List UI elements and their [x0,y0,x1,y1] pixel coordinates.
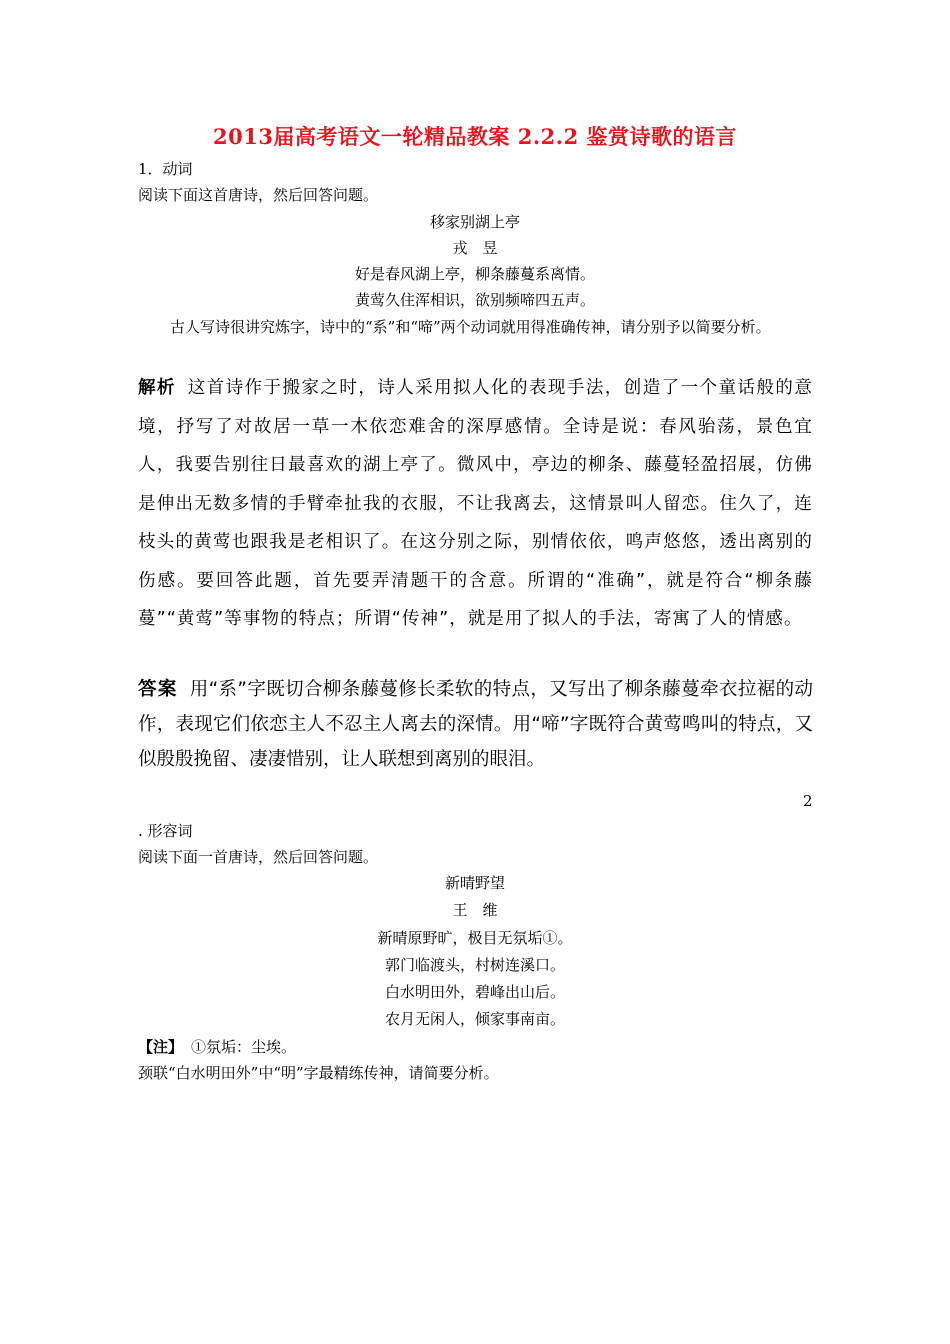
note-label: 【注】 [138,1038,184,1056]
answer-label: 答案 [138,679,178,700]
page-number: 2 [803,792,813,810]
poem1-author: 戎 昱 [452,239,498,257]
note [138,1036,296,1058]
section2-question: 颈联“白水明田外”中“明”字最精练传神，请简要分析。 [138,1064,499,1082]
section2-instruction: 阅读下面一首唐诗，然后回答问题。 [138,848,379,866]
section1-instruction: 阅读下面这首唐诗，然后回答问题。 [138,186,379,204]
poem1-title: 移家别湖上亭 [429,213,520,231]
note-text: ①氛垢：尘埃。 [191,1038,297,1056]
poem1-line: 好是春风湖上亭，柳条藤蔓系离情。 [354,265,595,283]
poem2-line: 白水明田外，碧峰出山后。 [384,983,565,1001]
analysis-label: 解析 [138,378,176,398]
poem2-title: 新晴野望 [444,874,505,892]
section1-question: 古人写诗很讲究炼字，诗中的“系”和“啼”两个动词就用得准确传神，请分别予以简要分析。 [170,318,771,336]
poem2-line: 郭门临渡头，村树连溪口。 [384,956,565,974]
poem1-line: 黄莺久住浑相识，欲别频啼四五声。 [354,291,595,309]
section2-heading: . 形容词 [138,822,193,840]
poem2-line: 农月无闲人，倾家事南亩。 [384,1010,565,1028]
analysis-text: 这首诗作于搬家之时，诗人采用拟人化的表现手法，创造了一个童话般的意境，抒写了对故居一草一木依恋难舍的深厚感情。全诗是说：春风骀荡，景色宜人，我要告别往日最喜欢的湖上亭了。微风中，亭边的柳条、藤蔓轻盈招展，仿佛是伸出无数多情的手臂牵扯我的衣服，不让我离去，这情景叫人留恋。住久了，连枝头的黄莺也跟我是老相识了。在这分别之际，别情依依，鸣声悠悠，透出离别的伤感。要回答此题，首先要弄清题干的含意。所谓的“准确”，就是符合“柳条藤蔓”“黄莺”等事物的特点；所谓“传神”，就是用了拟人的手法，寄寓了人的情感。 [138,378,813,629]
analysis-block [138,369,813,639]
document-title: 2013届高考语文一轮精品教案 2.2.2 鉴赏诗歌的语言 [212,124,738,149]
section1-heading: 1．动词 [138,160,193,178]
answer-text: 用“系”字既切合柳条藤蔓修长柔软的特点，又写出了柳条藤蔓牵衣拉裾的动作，表现它们依恋主人不忍主人离去的深情。用“啼”字既符合黄莺鸣叫的特点，又似殷殷挽留、凄凄惜别，让人联想到离别的眼泪。 [138,679,813,770]
poem2-line: 新晴原野旷，极目无氛垢①。 [377,929,573,947]
poem2-author: 王 维 [452,901,498,919]
answer-block [138,672,813,777]
